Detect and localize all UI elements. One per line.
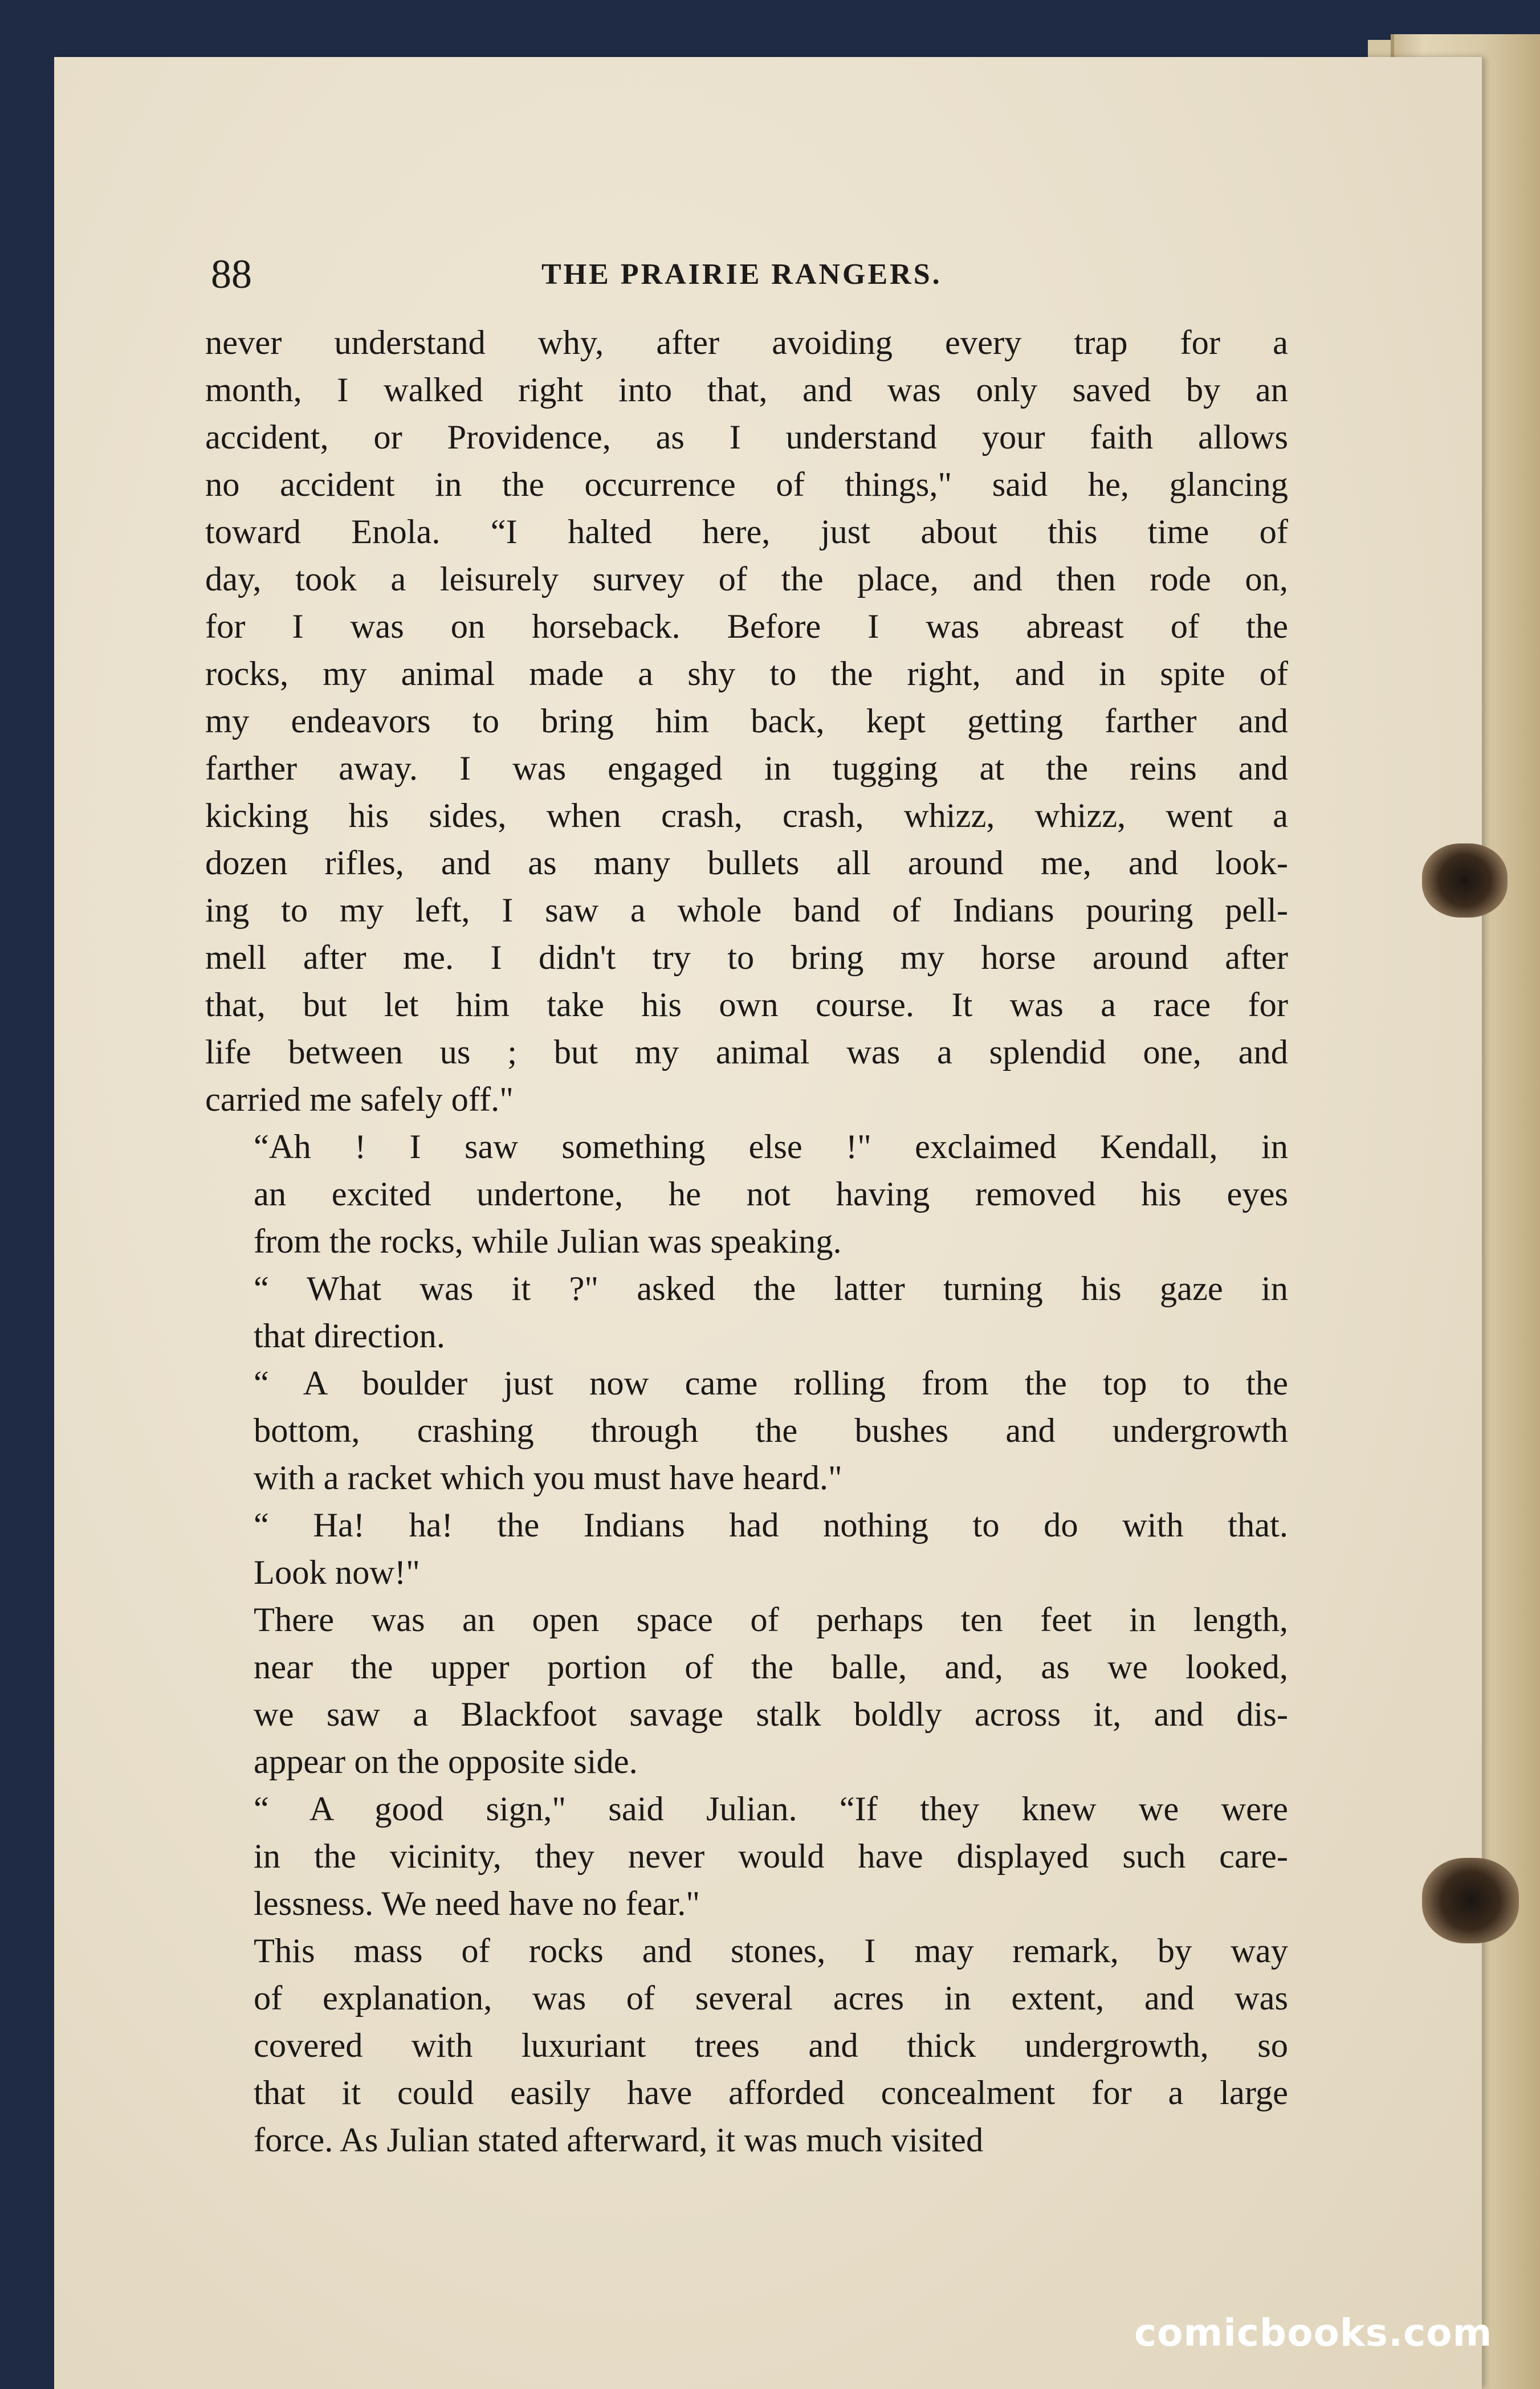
text-line: “Ah ! I saw something else !" exclaimed Kendall, in xyxy=(254,1128,1288,1166)
text-line: ing to my left, I saw a whole band of Indians pouring pell- xyxy=(205,891,1288,929)
text-line: life between us ; but my animal was a splendid one, and xyxy=(205,1033,1288,1071)
text-line: no accident in the occurrence of things," said he, glancing xyxy=(205,466,1288,504)
text-line: that direction. xyxy=(254,1317,445,1355)
text-line: rocks, my animal made a shy to the right, and in spite of xyxy=(205,655,1288,693)
text-line: an excited undertone, he not having removed his eyes xyxy=(254,1175,1288,1213)
text-line: day, took a leisurely survey of the place, and then rode on, xyxy=(205,560,1288,598)
watermark: comicbooks.com xyxy=(1134,2311,1493,2355)
text-line: “ What was it ?" asked the latter turning his gaze in xyxy=(254,1270,1288,1308)
text-line: Look now!" xyxy=(254,1554,420,1592)
running-title: THE PRAIRIE RANGERS. xyxy=(541,258,942,291)
text-line: “ A good sign," said Julian. “If they knew we were xyxy=(254,1790,1288,1828)
paragraph xyxy=(205,1123,1288,1265)
text-line: dozen rifles, and as many bullets all around me, and look- xyxy=(205,844,1288,882)
text-line: of explanation, was of several acres in extent, and was xyxy=(254,1979,1288,2017)
text-line: that it could easily have afforded concealment for a large xyxy=(254,2074,1288,2112)
text-line: bottom, crashing through the bushes and undergrowth xyxy=(254,1412,1288,1450)
text-line: near the upper portion of the balle, and, as we looked, xyxy=(254,1648,1288,1686)
text-line: This mass of rocks and stones, I may remark, by way xyxy=(254,1932,1288,1970)
page-damage-hole xyxy=(1422,1858,1519,1943)
text-line: for I was on horseback. Before I was abreast of the xyxy=(205,608,1288,646)
paragraph xyxy=(205,1927,1288,2164)
text-line: in the vicinity, they never would have displayed such care- xyxy=(254,1837,1288,1876)
text-line: kicking his sides, when crash, crash, whizz, whizz, went a xyxy=(205,797,1288,835)
text-line: never understand why, after avoiding every trap for a xyxy=(205,324,1288,362)
page-damage-hole xyxy=(1422,843,1508,918)
text-line: from the rocks, while Julian was speaking. xyxy=(254,1222,842,1261)
text-line: accident, or Providence, as I understand your faith allows xyxy=(205,418,1288,456)
text-line: “ A boulder just now came rolling from the top to the xyxy=(254,1364,1288,1403)
text-line: we saw a Blackfoot savage stalk boldly across it, and dis- xyxy=(254,1695,1288,1734)
paragraph xyxy=(205,1360,1288,1502)
text-line: appear on the opposite side. xyxy=(254,1743,638,1781)
text-line: with a racket which you must have heard." xyxy=(254,1459,842,1497)
body-text xyxy=(205,319,1288,2164)
page-header xyxy=(211,251,1294,302)
text-line: my endeavors to bring him back, kept getting farther and xyxy=(205,702,1288,740)
paragraph xyxy=(205,319,1288,1123)
paragraph xyxy=(205,1596,1288,1785)
text-line: mell after me. I didn't try to bring my horse around after xyxy=(205,939,1288,977)
paragraph xyxy=(205,1265,1288,1360)
paragraph xyxy=(205,1502,1288,1596)
text-line: covered with luxuriant trees and thick undergrowth, so xyxy=(254,2027,1288,2065)
text-line: farther away. I was engaged in tugging at the reins and xyxy=(205,749,1288,788)
text-line: toward Enola. “I halted here, just about this time of xyxy=(205,513,1288,551)
paragraph xyxy=(205,1785,1288,1927)
text-line: lessness. We need have no fear." xyxy=(254,1885,700,1923)
text-line: month, I walked right into that, and was only saved by an xyxy=(205,371,1288,409)
text-line: “ Ha! ha! the Indians had nothing to do with that. xyxy=(254,1506,1288,1544)
text-line: force. As Julian stated afterward, it was much visited xyxy=(254,2121,984,2159)
text-line: that, but let him take his own course. It was a race for xyxy=(205,986,1288,1024)
page-number: 88 xyxy=(211,251,252,297)
text-line: carried me safely off." xyxy=(205,1081,514,1119)
text-line: There was an open space of perhaps ten feet in length, xyxy=(254,1601,1288,1639)
